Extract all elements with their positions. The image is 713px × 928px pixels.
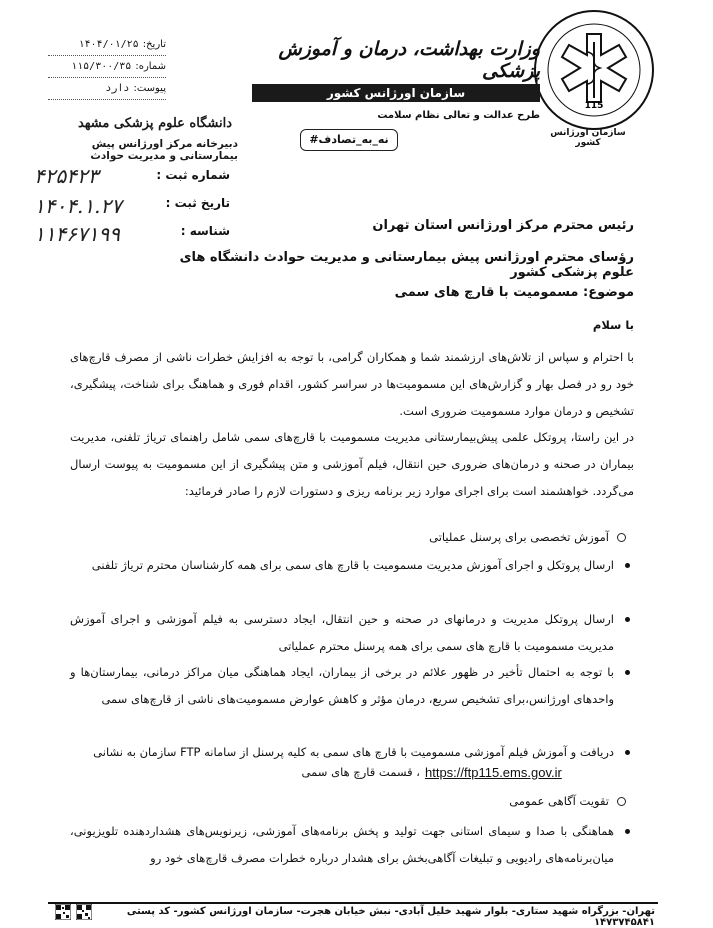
list-item xyxy=(70,739,614,766)
meta-date-label: تاریخ: xyxy=(142,39,166,50)
section-title-text: تقویت آگاهی عمومی xyxy=(509,794,609,808)
list-item xyxy=(70,606,614,660)
ems-star-of-life-logo xyxy=(532,8,656,132)
meta-number-label: شماره: xyxy=(135,61,166,72)
section-title-text: آموزش تخصصی برای پرسنل عملیاتی xyxy=(429,530,609,544)
meta-attachment-row xyxy=(48,78,166,100)
hollow-bullet-icon xyxy=(617,533,626,542)
logo-number: 115 xyxy=(584,101,604,111)
bullet-icon xyxy=(625,617,630,622)
section-title-training xyxy=(60,530,626,544)
hollow-bullet-icon xyxy=(617,797,626,806)
list-item-text: با توجه به احتمال تأخیر در ظهور علائم در برخی از بیماران، ایجاد هماهنگی میان مراکز درمانی، بیمارستان‌ها و واحدهای اورژانس،برای تشخیص سریع، درمان مؤثر و کاهش عوارض مسمومیت‌های ناشی از قارچ‌های سمی xyxy=(70,665,614,706)
org-name-bar: سازمان اورژانس کشور xyxy=(252,84,540,102)
stamp-id-label: شناسه : xyxy=(180,224,230,238)
list-item-text: دریافت و آموزش فیلم آموزشی مسمومیت با قارچ های سمی به کلیه پرسنل از سامانه FTP سازمان به نشانی xyxy=(93,745,614,759)
bullet-icon xyxy=(625,670,630,675)
meta-date-row xyxy=(48,34,166,56)
bullet-icon xyxy=(625,563,630,568)
bullet-icon xyxy=(625,750,630,755)
stamp-reg-number-handwritten: ۴۲۵۴۲۳ xyxy=(34,164,99,188)
plan-slogan: طرح عدالت و تعالی نظام سلامت xyxy=(377,110,540,121)
meta-number-row xyxy=(48,56,166,78)
stamp-reg-date-label: تاریخ ثبت : xyxy=(165,196,230,210)
greeting: با سلام xyxy=(592,318,634,332)
stamp-reg-number-label: شماره ثبت : xyxy=(156,168,230,182)
stamp-id-handwritten: ۱۱۴۶۷۱۹۹ xyxy=(34,222,120,246)
list-item xyxy=(70,552,614,579)
stamp-department: دبیرخانه مرکز اورژانس پیش بیمارستانی و مدیریت حوادث xyxy=(90,138,238,162)
list-item xyxy=(70,818,614,872)
list-item-text: هماهنگی با صدا و سیمای استانی جهت تولید و پخش برنامه‌های آموزشی، زیرنویس‌های هشداردهنده تلویزیونی، میان‌برنامه‌های رادیویی و تبلیغات آگاهی‌بخش برای هشدار درباره خطرات مصرف قارچ‌های خود رو xyxy=(70,824,614,865)
recipient-line-2: رؤسای محترم اورژانس پیش بیمارستانی و مدیریت حوادث دانشگاه های علوم پزشکی کشور xyxy=(179,250,634,280)
ftp-link[interactable]: https://ftp115.ems.gov.ir xyxy=(425,765,562,780)
meta-attachment-label: پیوست: xyxy=(133,83,166,94)
bullet-icon xyxy=(625,829,630,834)
subject-line: موضوع: مسمومیت با قارچ های سمی xyxy=(394,285,634,300)
hashtag-badge: #نه_به_تصادف xyxy=(300,129,398,151)
stamp-university: دانشگاه علوم پزشکی مشهد xyxy=(77,116,232,131)
list-item-text: ارسال پروتکل مدیریت و درمانهای در صحنه و حین انتقال، ایجاد دسترسی به فیلم آموزشی و اجرای آموزش مدیریت مسمومیت با قارچ های سمی برای همه پرسنل محترم عملیاتی xyxy=(70,612,614,653)
section-title-awareness xyxy=(60,794,626,808)
letter-meta xyxy=(48,34,166,100)
list-item-text: ارسال پروتکل و اجرای آموزش مدیریت مسمومیت با قارچ های سمی برای همه کارشناسان محترم تریاژ تلفنی xyxy=(91,558,614,572)
recipient-line-1: رئیس محترم مرکز اورژانس استان تهران xyxy=(372,218,634,233)
meta-number-value: ۱۱۵/۳۰۰/۳۵ xyxy=(71,61,132,72)
stamp-reg-date-handwritten: ۱۴۰۴.۱.۲۷ xyxy=(34,194,122,218)
link-suffix: ، قسمت قارچ های سمی xyxy=(301,765,420,779)
meta-date-value: ۱۴۰۴/۰۱/۲۵ xyxy=(78,39,139,50)
qr-code-icon xyxy=(76,904,92,920)
paragraph-intro: با احترام و سپاس از تلاش‌های ارزشمند شما و همکاران گرامی، با توجه به افزایش خطرات ناشی از مصرف قارچ‌های خود رو در فصل بهار و گزارش‌های این مسمومیت‌ها در سراسر کشور، اقدام فوری و هماهنگ برای شناخت، پیشگیری، تشخیص و درمان موارد مسمومیت ضروری است. xyxy=(70,350,634,418)
qr-code-icon xyxy=(55,904,71,920)
footer-address: تهران- بزرگراه شهید ستاری- بلوار شهید خلیل آبادی- نبش خیابان هجرت- سازمان اورژانس کشور- کد پستی ۱۴۷۳۷۴۵۸۴۱ xyxy=(126,906,655,928)
meta-attachment-value: دارد xyxy=(105,83,130,94)
list-item xyxy=(70,659,614,713)
footer-divider xyxy=(48,902,658,904)
logo-org-label: سازمان اورژانس کشور xyxy=(550,128,626,148)
paragraph-protocol: در این راستا، پروتکل علمی پیش‌بیمارستانی مدیریت مسمومیت با قارچ‌های سمی شامل راهنمای تریاژ تلفنی، مدیریت بیماران در صحنه و درمان‌های ضروری حین انتقال، فیلم آموزشی و متن پیشگیری از این مسمومیت به پیوست ارسال می‌گردد. خواهشمند است برای اجرای موارد زیر برنامه ریزی و دستورات لازم را صادر فرمائید: xyxy=(70,430,634,498)
ministry-title: وزارت بهداشت، درمان و آموزش پزشکی xyxy=(278,38,540,82)
